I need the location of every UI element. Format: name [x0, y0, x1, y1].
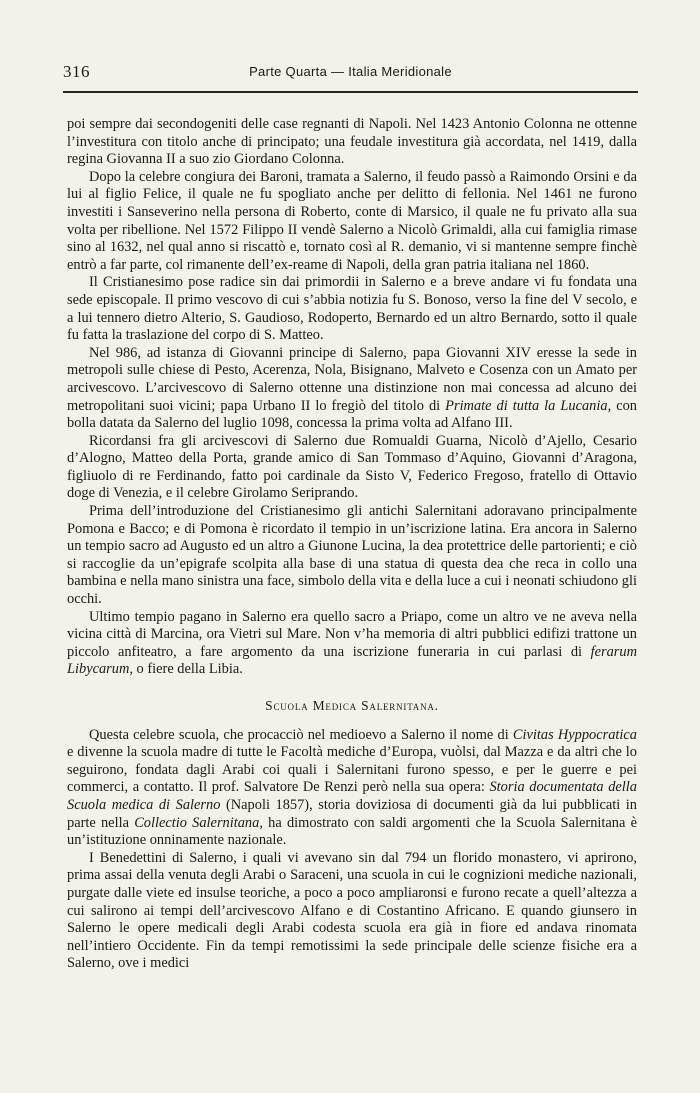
- text-run: con bolla datata da Salerno del luglio 1098, concessa la prima volta ad Alfano III.: [67, 397, 637, 432]
- text-run: Il Cristianesimo pose radice sin dai primordii in Salerno e a breve andare vi fu fondata una sede episcopale. Il primo vescovo di cui s’abbia notizia fu S. Bonoso, verso la fine del V secolo, e a lui tennero dietro Alterio, S. Gaudioso, Rodoperto, Bernardo ed un altro Bernardo, sotto il quale fu fatta la traslazione del corpo di S. Matteo.: [67, 274, 637, 344]
- text-run: Ricordansi fra gli arcivescovi di Salerno due Romualdi Guarna, Nicolò d’Ajello, Cesario d’Alogno, Matteo della Porta, grande amico di San Tommaso d’Aquino, Giovanni d’Aragona, figliuolo di re Ferdinando, fatto poi cardinale da Sisto V, Federico Fregoso, fratello di Ottavio doge di Venezia, e il celebre Girolamo Seriprando.: [67, 432, 637, 502]
- paragraph: [67, 609, 637, 679]
- paragraph: [67, 274, 637, 344]
- paragraph: [67, 850, 637, 973]
- italic-text: Primate di tutta la Lucania,: [445, 397, 612, 414]
- italic-text: Civitas Hyppocratica: [512, 726, 637, 743]
- paragraph: [67, 169, 637, 275]
- header-rule: [63, 91, 638, 93]
- text-run: e divenne la scuola madre di tutte le Facoltà mediche d’Europa, vuòlsi, dal Mazza e da altri che lo seguirono, fondata dagli Arabi coi quali i Salernitani furono spesso, e per le guerre e pei commerci, a contatto. Il prof. Salvatore De Renzi però nella sua opera:: [67, 744, 637, 796]
- text-run: Questa celebre scuola, che procacciò nel medioevo a Salerno il nome di: [89, 726, 513, 743]
- body-text: [67, 116, 637, 973]
- text-run: (Napoli 1857), storia doviziosa di documenti già da lui pubblicati in parte nella: [67, 796, 637, 831]
- paragraphs-before-section: [67, 116, 637, 679]
- italic-text: Storia documentata della Scuola medica di Salerno: [67, 779, 637, 813]
- text-run: Dopo la celebre congiura dei Baroni, tramata a Salerno, il feudo passò a Raimondo Orsini e da lui al figlio Felice, il quale ne fu spogliato anche per delitto di fellonia. Nel 1461 ne furono investiti i Sanseverino nella persona di Roberto, conte di Marsico, il quale ne fu privato alla sua volta per ribellione. Nel 1572 Filippo II vendè Salerno a Nicolò Grimaldi, alla cui famiglia rimase sino al 1632, nel qual anno si riscattò e, tornato così al R. demanio, vi si mantenne sempre finchè entrò a far parte, col rimanente dell’ex-reame di Napoli, della gran patria italiana nel 1860.: [67, 168, 637, 273]
- page-header: [63, 62, 638, 84]
- paragraphs-after-section: [67, 727, 637, 973]
- section-heading: Scuola Medica Salernitana.: [265, 698, 439, 713]
- paragraph: [67, 116, 637, 169]
- page-number: 316: [63, 62, 90, 81]
- text-run: Prima dell’introduzione del Cristianesimo gli antichi Salernitani adoravano principalmente Pomona e Bacco; e di Pomona è ricordato il tempio in un’iscrizione latina. Era ancora in Salerno un tempio sacro ad Augusto ed un altro a Giunone Lucina, la dea protettrice delle partorienti; e ciò si raccoglie da un’epigrafe scolpita alla base di una statua di questa dea che reca in collo una bambina e nella mano sinistra una face, simbolo della vita e della luce a cui i neonati schiudono gli occhi.: [67, 503, 637, 608]
- text-run: Nel 986, ad istanza di Giovanni principe di Salerno, papa Giovanni XIV eresse la sede in metropoli sulle chiese di Pesto, Acerenza, Nola, Bisignano, Malveto e Cosenza con un Amato per arcivescovo. L’arcivescovo di Salerno ottenne una distinzione non mai concessa ad alcuno dei metropolitani suoi vicini; papa Urbano II lo fregiò del titolo di: [67, 344, 637, 414]
- text-run: Ultimo tempio pagano in Salerno era quello sacro a Priapo, come un altro ve ne aveva nella vicina città di Marcina, ora Vietri sul Mare. Non v’ha memoria di altri pubblici edifizi trattone un piccolo anfiteatro, a fare argomento da una iscrizione funeraria in cui parlasi di: [67, 608, 637, 660]
- paragraph: [67, 345, 637, 433]
- text-run: poi sempre dai secondogeniti delle case regnanti di Napoli. Nel 1423 Antonio Colonna ne ottenne l’investitura con titolo anche di principato; una feudale investitura già accordata, nel 1419, dalla regina Giovanna II a suo zio Giordano Colonna.: [67, 116, 637, 168]
- paragraph: [67, 503, 637, 609]
- text-run: I Benedettini di Salerno, i quali vi avevano sin dal 794 un florido monastero, vi aprirono, prima assai della venuta degli Arabi o Saraceni, una scuola in cui le cognizioni mediche nazionali, purgate dalle viete ed insulse teoriche, a poco a poco ampliaronsi e furono recate a quell’altezza a cui salirono ai tempi dell’arcivescovo Alfano e di Costantino Africano. E quando giunsero in Salerno le opere medicali degli Arabi codesta scuola era già in fiore ed andava rinomata nell’intiero Occidente. Fin da tempi remotissimi la sede principale delle scienze fisiche era a Salerno, ove i medici: [67, 849, 637, 972]
- text-run: ha dimostrato con saldi argomenti che la Scuola Salernitana è un’istituzione onninamente nazionale.: [67, 814, 637, 849]
- italic-text: ferarum Libycarum,: [67, 643, 637, 678]
- italic-text: Collectio Salernitana,: [134, 814, 263, 831]
- running-title: Parte Quarta — Italia Meridionale: [249, 64, 452, 79]
- text-run: o fiere della Libia.: [132, 661, 243, 678]
- paragraph: [67, 727, 637, 850]
- paragraph: [67, 433, 637, 503]
